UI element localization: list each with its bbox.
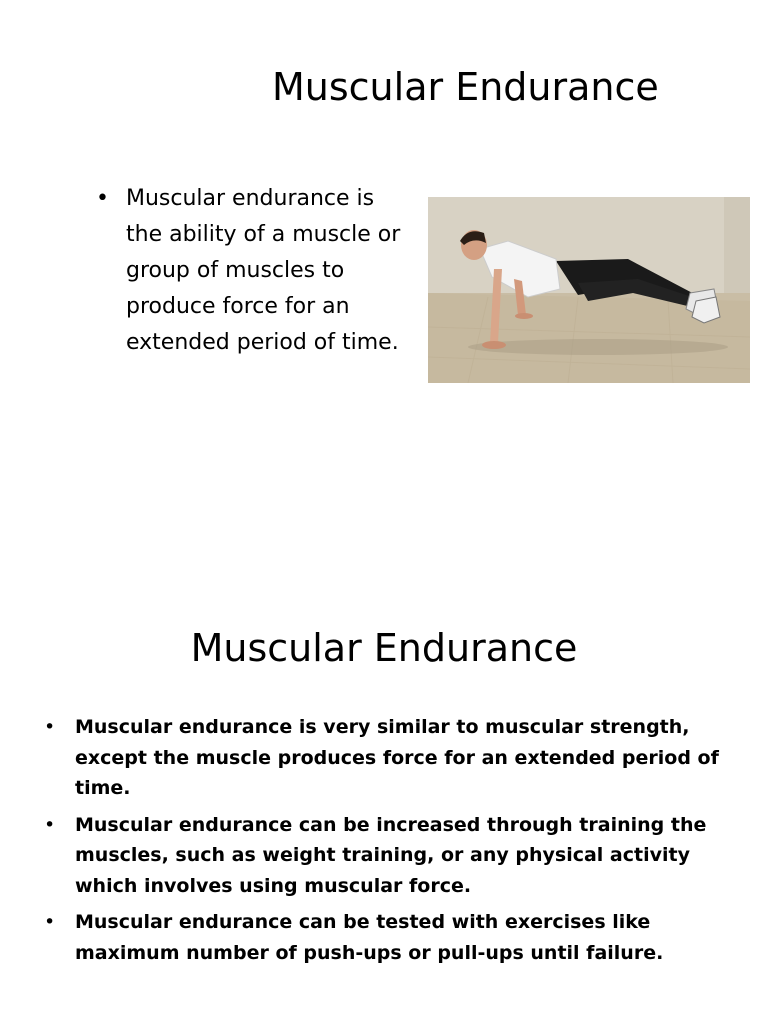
bullet-icon: •	[44, 716, 56, 738]
bullet-item	[44, 810, 724, 902]
slide-2-title: Muscular Endurance	[190, 626, 578, 670]
slide-2	[0, 512, 768, 1024]
slide-2-bullet-list	[44, 712, 724, 974]
bullet-icon: •	[44, 911, 56, 933]
bullet-item	[44, 712, 724, 804]
slide-1-title: Muscular Endurance	[272, 65, 659, 109]
bullet-item	[96, 181, 416, 361]
bullet-text: Muscular endurance can be tested with exercises like maximum number of push-ups or pull-ups until failure.	[75, 911, 664, 964]
slide-1-bullet-list	[96, 181, 416, 361]
bullet-text: Muscular endurance is the ability of a muscle or group of muscles to produce force for an extended period of time.	[126, 186, 401, 355]
bullet-text: Muscular endurance is very similar to muscular strength, except the muscle produces force for an extended period of time.	[75, 716, 719, 799]
bullet-text: Muscular endurance can be increased through training the muscles, such as weight training, or any physical activity which involves using muscular force.	[75, 813, 707, 897]
bullet-icon: •	[44, 813, 56, 836]
push-up-photo	[428, 197, 750, 383]
bullet-icon: •	[96, 186, 109, 211]
bullet-item	[44, 907, 724, 968]
